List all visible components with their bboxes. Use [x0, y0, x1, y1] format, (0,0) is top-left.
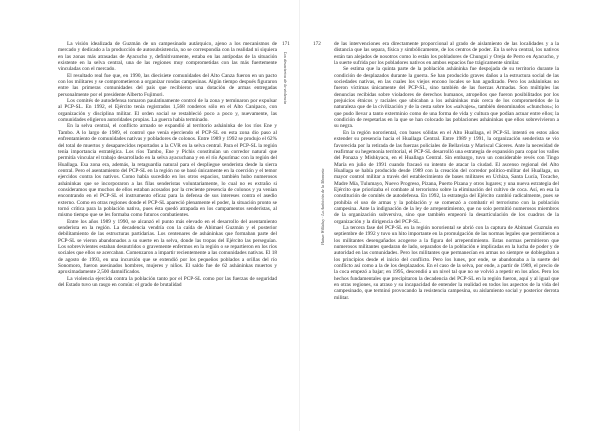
paragraph: La visión idealizada de Guzmán de un campesinado autárquico, ajeno a los mecanismos de mercado y dedicado a la producción de autosubsistencia, no se correspondía con la realidad ni siquiera en las zonas más atrasadas de Ayacucho y, definitivamente, estaba en las antípodas de la situación existente en la selva central, una de las regiones muy comprometidas con las más fuertemente vinculadas con el mercado.	[58, 41, 277, 73]
paragraph: La violencia ejercida contra la población tanto por el PCP-SL como por las fuerzas de seguridad del Estado tuvo un rasgo en común: el grado de brutalidad	[58, 275, 277, 289]
running-head: Hatun Willakuy · La Ambición de la Memoria	[320, 168, 325, 245]
right-text-column	[334, 41, 559, 301]
paragraph: El resultado real fue que, en 1990, las diecisiete comunidades del Alto Canza fueron en un pacto con los militares y se comprometieron a organizar rondas campesinas. Algún tiempo después figuraron entre las primeras comunidades del país que recibieron una dotación de armas entregadas personalmente por el presidente Alberto Fujimori.	[58, 72, 277, 98]
left-text-column	[58, 41, 277, 288]
page-number: 172	[313, 41, 321, 47]
paragraph: La tercera fase del PCP-SL en la región nororiental se abrió con la captura de Abimael Guzmán en septiembre de 1992 y tuvo un hito importante en la promulgación de las normas legales que permitieron a los militantes desengañados acogerse a la figura del arrepentimiento. Estas normas permitieron que numerosos militantes quedaran de lado, separados de la población e implicadas en la lucha de poder y de autoridad en las comunidades. Pero los militantes que permanecían en armas no siempre se doblegaban a los principios desde el inicio del conflicto. Pero los lunes, por ende, se abandonaba a la suerte del conflicto así como a la de los desplazados. En el caso de la selva, por ende, a partir de 1989, el precio de la coca empezó a bajar; en 1995, descendió a un nivel tal que no se volvió a repetir en los años. Pero los hechos fundamentales que precipitaron la decadencia del PCP-SL en la región fueron, aquí y al igual que en otras regiones, su atraso y su incapacidad de entender la realidad en todos los aspectos de la vida del campesinado, que terminó provocando la resistencia campesina, su aislamiento social y posterior derrota militar.	[334, 224, 559, 301]
paragraph: Entre los años 1989 y 1990, se alcanzó el punto más elevado en el desarrollo del asentamiento senderista en la región. La decadencia vendría con la caída de Abimael Guzmán y el posterior debilitamiento de las estructuras partidarias. Los centenares de asháninkas que formaban parte del PCP-SL se vieron abandonados a su suerte en la selva, donde las tropas del Ejército las perseguían. Los sobrevivientes estaban desnutridos o gravemente enfermos en la región o se repartieron en los ríos sociales que ellos se acercaban. Comenzaron a impartir recientemente a las comunidades nativas. El 18 de agosto de 1993, en una incursión que se extendió por los pequeños poblados a orillas del río Sonomoro, fueron asesinados hombres, mujeres y niños. El saldo fue de 62 asháninkas muertos y aproximadamente 2,500 damnificados.	[58, 218, 277, 276]
page-number: 171	[282, 41, 290, 47]
paragraph: de las intervenciones era directamente proporcional al grado de aislamiento de las localidades y a la distancia que las separa, física y simbólicamente, de los centros de poder. En la selva central, los nativos están tan alejados de nosotros como lo están los pobladores de Chungui y Oreja de Perro en Ayacucho, y la suerte sufrida por los pobladores nativos en ambos espacios fue trágicamente similar.	[334, 41, 559, 67]
running-head: Los desaciertos de la violencia	[283, 52, 288, 104]
paragraph: Se estima que la quinta parte de la población asháninka fue despojada de su territorio durante la condición de desplazados durante la guerra. Se han producido graves daños a la estructura social de las sociedades nativas, en las cuales los viejos encono locales se han agudizado. Pero los asháninkas no fueron víctimas únicamente del PCP-SL, sino también de las fuerzas Armadas. Son múltiples las denuncias recibidas sobre violadores de derechos humanos, atropellos que fueron posibilitados por los prejuicios étnicos y raciales que ubicaban a los asháninkas más cerca de los comprometidos de la naturaleza que de la civilización y de la cesta sobre los «salvajes», también denominados «chunchos»; lo que pudo llevar a tanto exterminio como de una forma de vida y cultura que podían actuar entre ellos; la condición de respetarlas en la que se han colocado las poblaciones asháninkas que ellos sobrevivieron a su negra.	[334, 66, 559, 130]
right-page	[300, 0, 600, 431]
paragraph: En la selva central, el conflicto armado se expandió al territorio asháninka de los ríos Ene y Tambo. A lo largo de 1989, el control que venía ejerciendo el PCP-SL en esta zona dio paso al enfrentamiento de comunidades nativas y pobladores de colonos. Entre 1989 y 1992 se produjo el 62% del total de muertos y desaparecidos reportados a la CVR en la selva central. Para el PCP-SL la región tenía importancia estratégica. Los ríos Tambo, Ene y Pichis constituían un corredor natural que permitía vincular el trabajo desarrollado en la selva ayacuchana y en el río Apurímac con la región del Huallaga. Esa zona era, además, la retaguardia natural para el despliegue senderista desde la sierra central. Pero el asentamiento del PCP-SL en la región no se basó únicamente en la coerción y el temor ejercidos contra los nativos. Como había sucedido en los otros espacios, también hubo numerosos asháninkas que se incorporaron a las filas senderistas voluntariamente, lo cual no es extraño si consideramos que muchos de ellos estaban acosados por la creciente presencia de colonos y ya venían encontrando en el PCP-SL el instrumento eficaz para la defensa de sus intereses contra el asedio externo. Como en otras regiones donde el PCP-SL apareció plenamente el poder, la situación pronto se tornó crítica para la población nativa, pues ésta quedó atrapada en los campamentos senderistas, al mismo tiempo que se les formaba como futuros combatientes.	[58, 123, 277, 219]
paragraph: En la región nororiental, con bases sólidas en el Alto Huallaga, el PCP-SL intentó en estos años extender su presencia hacia el Huallaga Central. Entre 1989 y 1991, la organización senderista se vio favorecida por la retirada de las fuerzas policiales de Bellavista y Mariscal Cáceres. Ante la necesidad de reafirmar su hegemonía territorial, el PCP-SL desarrolló una estrategia de expansión para copar los valles del Ponaza y Mishkyacu, en el Huallaga Central. Sin embargo, tuvo un considerable revés con Tingo María en julio de 1991 cuando fracasó su intento de atacar la ciudad. El ascenso regional del Alto Huallaga se había producido desde 1989 con la creación del corredor político-militar del Huallaga, un mayor control militar a través del establecimiento de bases militares en Uchiza, Santa Lucía, Tocache, Madre Mía, Tulumayo, Nuevo Progreso, Pizana, Puerto Pizana y otros lugares; y una nueva estrategia del Ejército que priorizaba el combate al terrorismo sobre la eliminación del cultivo de coca. Así, en esa la constitución de comités de autodefensa. En 1992, la estrategia del Ejército cambió radicalmente, pues se prohibía el uso de armas y la población y se comenzó a combatir el terrorismo con la población campesina. Ante la indignación de la ley de arrepentimiento, que no solo permitió numerosos miembros de la organización subversiva, sino que también empeoró la desarticulación de los cuadros de la organización y la dirigencia del PCP-SL.	[334, 129, 559, 225]
paragraph: Los comités de autodefensa tomaron paulatinamente control de la zona y terminaron por expulsar al PCP-SL. En 1992, el Ejército tenía registrados 1,568 ronderos sólo en el Alto Canipaco, con organización y disciplina militar. El orden social se restableció poco a poco y, nuevamente, las comunidades eligieron autoridades propias. La guerra había terminado.	[58, 98, 277, 124]
